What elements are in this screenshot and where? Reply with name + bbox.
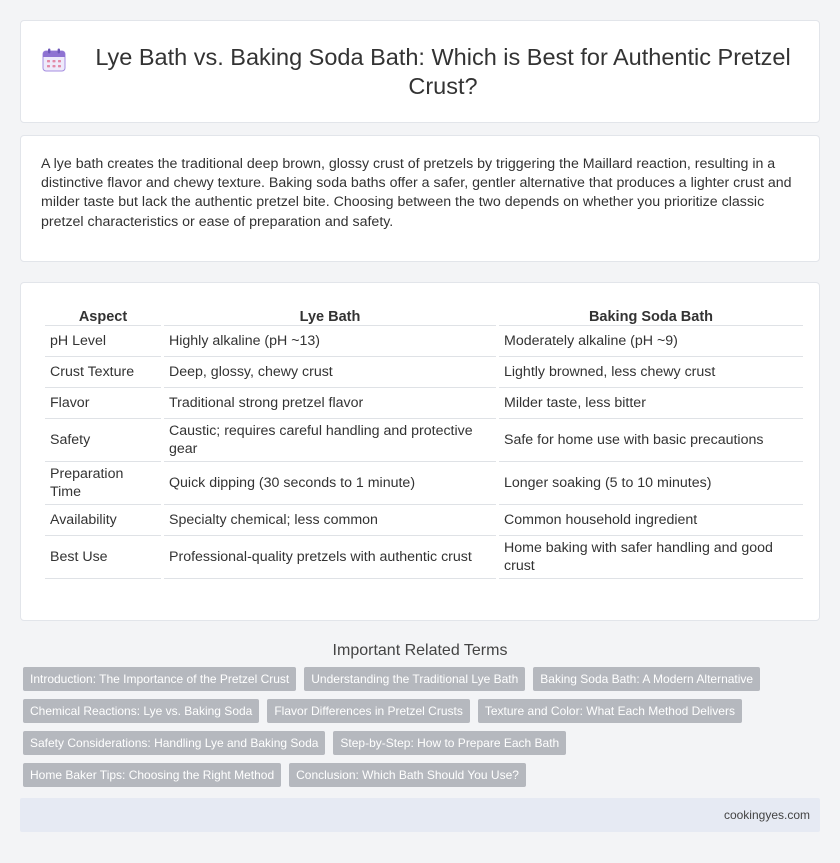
footer-site-name: cookingyes.com bbox=[723, 808, 810, 822]
row-lye-value: Specialty chemical; less common bbox=[164, 506, 496, 536]
row-soda-value: Common household ingredient bbox=[499, 506, 803, 536]
table-row bbox=[45, 506, 803, 536]
related-term-chip[interactable]: Texture and Color: What Each Method Delivers bbox=[478, 699, 742, 723]
intro-card bbox=[20, 135, 820, 262]
comparison-card bbox=[20, 282, 820, 621]
row-soda-value: Moderately alkaline (pH ~9) bbox=[499, 327, 803, 357]
related-terms-heading: Important Related Terms bbox=[332, 642, 508, 659]
related-term-chip[interactable]: Understanding the Traditional Lye Bath bbox=[304, 667, 525, 691]
calendar-icon bbox=[41, 47, 67, 73]
row-aspect: Flavor bbox=[45, 389, 161, 419]
row-lye-value: Quick dipping (30 seconds to 1 minute) bbox=[164, 463, 496, 505]
table-row bbox=[45, 420, 803, 462]
row-soda-value: Milder taste, less bitter bbox=[499, 389, 803, 419]
row-lye-value: Deep, glossy, chewy crust bbox=[164, 358, 496, 388]
row-soda-value: Lightly browned, less chewy crust bbox=[499, 358, 803, 388]
column-header-lye-bath: Lye Bath bbox=[164, 304, 496, 326]
table-row bbox=[45, 463, 803, 505]
table-row bbox=[45, 389, 803, 419]
row-aspect: Preparation Time bbox=[45, 463, 161, 505]
table-header-row bbox=[45, 304, 803, 326]
row-soda-value: Safe for home use with basic precautions bbox=[499, 420, 803, 462]
intro-paragraph: A lye bath creates the traditional deep brown, glossy crust of pretzels by triggering the Maillard reaction, resulting in a distinctive flavor and chewy texture. Baking soda baths offer a safer, gentler alternative that produces a lighter crust and milder taste but lack the authentic pretzel bite. Choosing between the two depends on whether you prioritize classic pretzel characteristics or ease of preparation and safety. bbox=[41, 156, 792, 230]
related-term-chip[interactable]: Baking Soda Bath: A Modern Alternative bbox=[533, 667, 760, 691]
table-row bbox=[45, 327, 803, 357]
row-aspect: Availability bbox=[45, 506, 161, 536]
related-term-chip[interactable]: Home Baker Tips: Choosing the Right Method bbox=[23, 763, 281, 787]
comparison-table bbox=[42, 303, 806, 580]
row-lye-value: Highly alkaline (pH ~13) bbox=[164, 327, 496, 357]
row-soda-value: Home baking with safer handling and good crust bbox=[499, 537, 803, 579]
title-card bbox=[20, 20, 820, 123]
related-term-chip[interactable]: Flavor Differences in Pretzel Crusts bbox=[267, 699, 470, 723]
table-row bbox=[45, 537, 803, 579]
related-term-chip[interactable]: Step-by-Step: How to Prepare Each Bath bbox=[333, 731, 566, 755]
column-header-aspect: Aspect bbox=[45, 304, 161, 326]
related-term-chip[interactable]: Introduction: The Importance of the Pretzel Crust bbox=[23, 667, 296, 691]
related-term-chip[interactable]: Chemical Reactions: Lye vs. Baking Soda bbox=[23, 699, 259, 723]
footer bbox=[20, 798, 820, 832]
row-lye-value: Caustic; requires careful handling and protective gear bbox=[164, 420, 496, 462]
page-title: Lye Bath vs. Baking Soda Bath: Which is Best for Authentic Pretzel Crust? bbox=[95, 43, 791, 99]
row-aspect: Best Use bbox=[45, 537, 161, 579]
row-lye-value: Professional-quality pretzels with authentic crust bbox=[164, 537, 496, 579]
related-term-chip[interactable]: Conclusion: Which Bath Should You Use? bbox=[289, 763, 526, 787]
table-row bbox=[45, 358, 803, 388]
row-lye-value: Traditional strong pretzel flavor bbox=[164, 389, 496, 419]
title-wrap bbox=[41, 43, 799, 101]
row-aspect: pH Level bbox=[45, 327, 161, 357]
row-aspect: Safety bbox=[45, 420, 161, 462]
row-aspect: Crust Texture bbox=[45, 358, 161, 388]
related-terms-list bbox=[20, 667, 820, 795]
column-header-baking-soda-bath: Baking Soda Bath bbox=[499, 304, 803, 326]
related-term-chip[interactable]: Safety Considerations: Handling Lye and Baking Soda bbox=[23, 731, 325, 755]
row-soda-value: Longer soaking (5 to 10 minutes) bbox=[499, 463, 803, 505]
